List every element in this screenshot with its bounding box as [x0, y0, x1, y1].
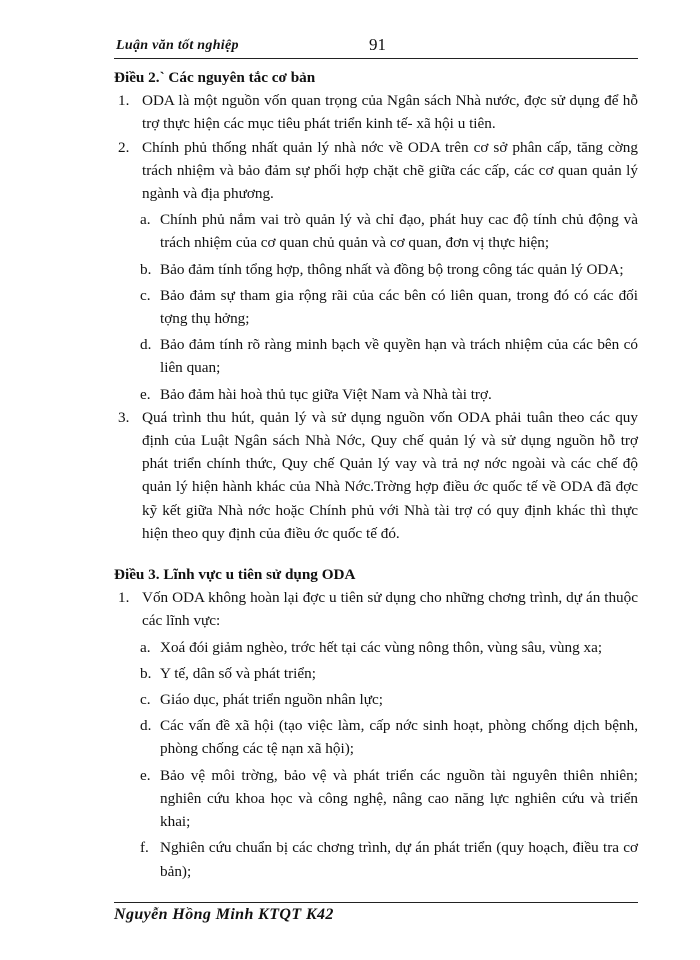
- sub-item-text: Chính phủ nắm vai trò quản lý và chỉ đạo, phát huy cac độ tính chủ động và trách nhiệm của cơ quan chủ quản và cơ quan, đơn vị thực hiện;: [160, 211, 638, 252]
- item-text: Quá trình thu hút, quản lý và sử dụng nguồn vốn ODA phải tuân theo các quy định của Luật Ngân sách Nhà Nớc, Quy chế quản lý và sử dụng nguồn hỗ trợ phát triển chính thức, Quy chế Quản lý vay và trả nợ nớc ngoài và các chế độ quản lý hiện hành khác của Nhà Nớc.Trờng hợp điều ớc quốc tế về ODA đã đợc kỹ kết giữa Nhà nớc hoặc Chính phủ với Nhà tài trợ có quy định khác thì thực hiện theo quy định của điều ớc quốc tế đó.: [142, 408, 638, 542]
- sub-item-letter: d.: [140, 717, 152, 735]
- item-number: 1.: [118, 589, 130, 607]
- page-footer: [114, 902, 638, 924]
- sub-list-item: [114, 636, 638, 659]
- section-3-heading: Điều 3. Lĩnh vực u tiên sử dụng ODA: [114, 566, 356, 584]
- section-2-heading: Điều 2.` Các nguyên tắc cơ bản: [114, 69, 316, 86]
- list-item: [114, 136, 638, 206]
- list-item: [114, 89, 638, 135]
- sub-list-item: [114, 662, 638, 685]
- sub-list-item: [114, 258, 638, 281]
- sub-item-text: Nghiên cứu chuẩn bị các chơng trình, dự án phát triển (quy hoạch, điều tra cơ bản);: [160, 839, 638, 880]
- page-header: [114, 34, 638, 59]
- sub-item-text: Bảo đảm hài hoà thủ tục giữa Việt Nam và Nhà tài trợ.: [160, 385, 492, 403]
- sub-item-text: Y tế, dân số và phát triển;: [160, 664, 316, 682]
- sub-item-text: Bảo vệ môi trờng, bảo vệ và phát triển các nguồn tài nguyên thiên nhiên; nghiên cứu khoa học và công nghệ, nâng cao năng lực nghiên cứu và triển khai;: [160, 766, 638, 831]
- sub-list-item: [114, 208, 638, 254]
- sub-list-item: [114, 688, 638, 711]
- sub-item-letter: e.: [140, 385, 151, 403]
- sub-item-letter: d.: [140, 336, 152, 354]
- item-number: 3.: [118, 408, 130, 426]
- footer-author: Nguyễn Hồng Minh KTQT K42: [114, 906, 334, 923]
- header-title: Luận văn tốt nghiệp: [116, 38, 239, 53]
- sub-item-letter: a.: [140, 211, 151, 229]
- sub-item-text: Các vấn đề xã hội (tạo việc làm, cấp nớc sinh hoạt, phòng chống dịch bệnh, phòng chống các tệ nạn xã hội);: [160, 717, 638, 758]
- sub-item-letter: f.: [140, 839, 149, 857]
- sub-list-item: [114, 333, 638, 379]
- list-item: [114, 586, 638, 632]
- sub-item-letter: e.: [140, 766, 151, 784]
- list-item: [114, 406, 638, 545]
- sub-list-item: [114, 836, 638, 882]
- sub-list-item: [114, 714, 638, 760]
- page-number: 91: [369, 35, 386, 54]
- sub-item-text: Bảo đảm sự tham gia rộng rãi của các bên có liên quan, trong đó có các đối tợng thụ hởng;: [160, 286, 638, 328]
- item-number: 1.: [118, 92, 130, 110]
- sub-item-letter: c.: [140, 691, 151, 709]
- sub-item-text: Bảo đảm tính rõ ràng minh bạch về quyền hạn và trách nhiệm của các bên có liên quan;: [160, 336, 638, 377]
- sub-list-item: [114, 764, 638, 834]
- item-text: Chính phủ thống nhất quản lý nhà nớc về ODA trên cơ sở phân cấp, tăng cờng trách nhiệm và bảo đảm sự phối hợp chặt chẽ giữa các cấp, các cơ quan quản lý ngành và địa phương.: [142, 138, 638, 203]
- sub-list-item: [114, 383, 638, 406]
- item-text: ODA là một nguồn vốn quan trọng của Ngân sách Nhà nước, đợc sử dụng để hỗ trợ thực hiện các mục tiêu phát triển kinh tế- xã hội u tiên.: [142, 92, 638, 133]
- sub-list-item: [114, 284, 638, 330]
- section-gap: [114, 545, 638, 563]
- sub-item-text: Xoá đói giảm nghèo, trớc hết tại các vùng nông thôn, vùng sâu, vùng xa;: [160, 638, 603, 656]
- sub-item-text: Bảo đảm tính tổng hợp, thông nhất và đồng bộ trong công tác quản lý ODA;: [160, 260, 624, 278]
- sub-item-letter: b.: [140, 664, 152, 682]
- sub-item-letter: a.: [140, 638, 151, 656]
- page-content: [114, 66, 638, 883]
- sub-item-letter: c.: [140, 286, 151, 304]
- item-text: Vốn ODA không hoàn lại đợc u tiên sử dụng cho những chơng trình, dự án thuộc các lĩnh vực:: [142, 589, 638, 630]
- item-number: 2.: [118, 138, 130, 156]
- sub-item-text: Giáo dục, phát triển nguồn nhân lực;: [160, 691, 383, 709]
- sub-item-letter: b.: [140, 260, 152, 278]
